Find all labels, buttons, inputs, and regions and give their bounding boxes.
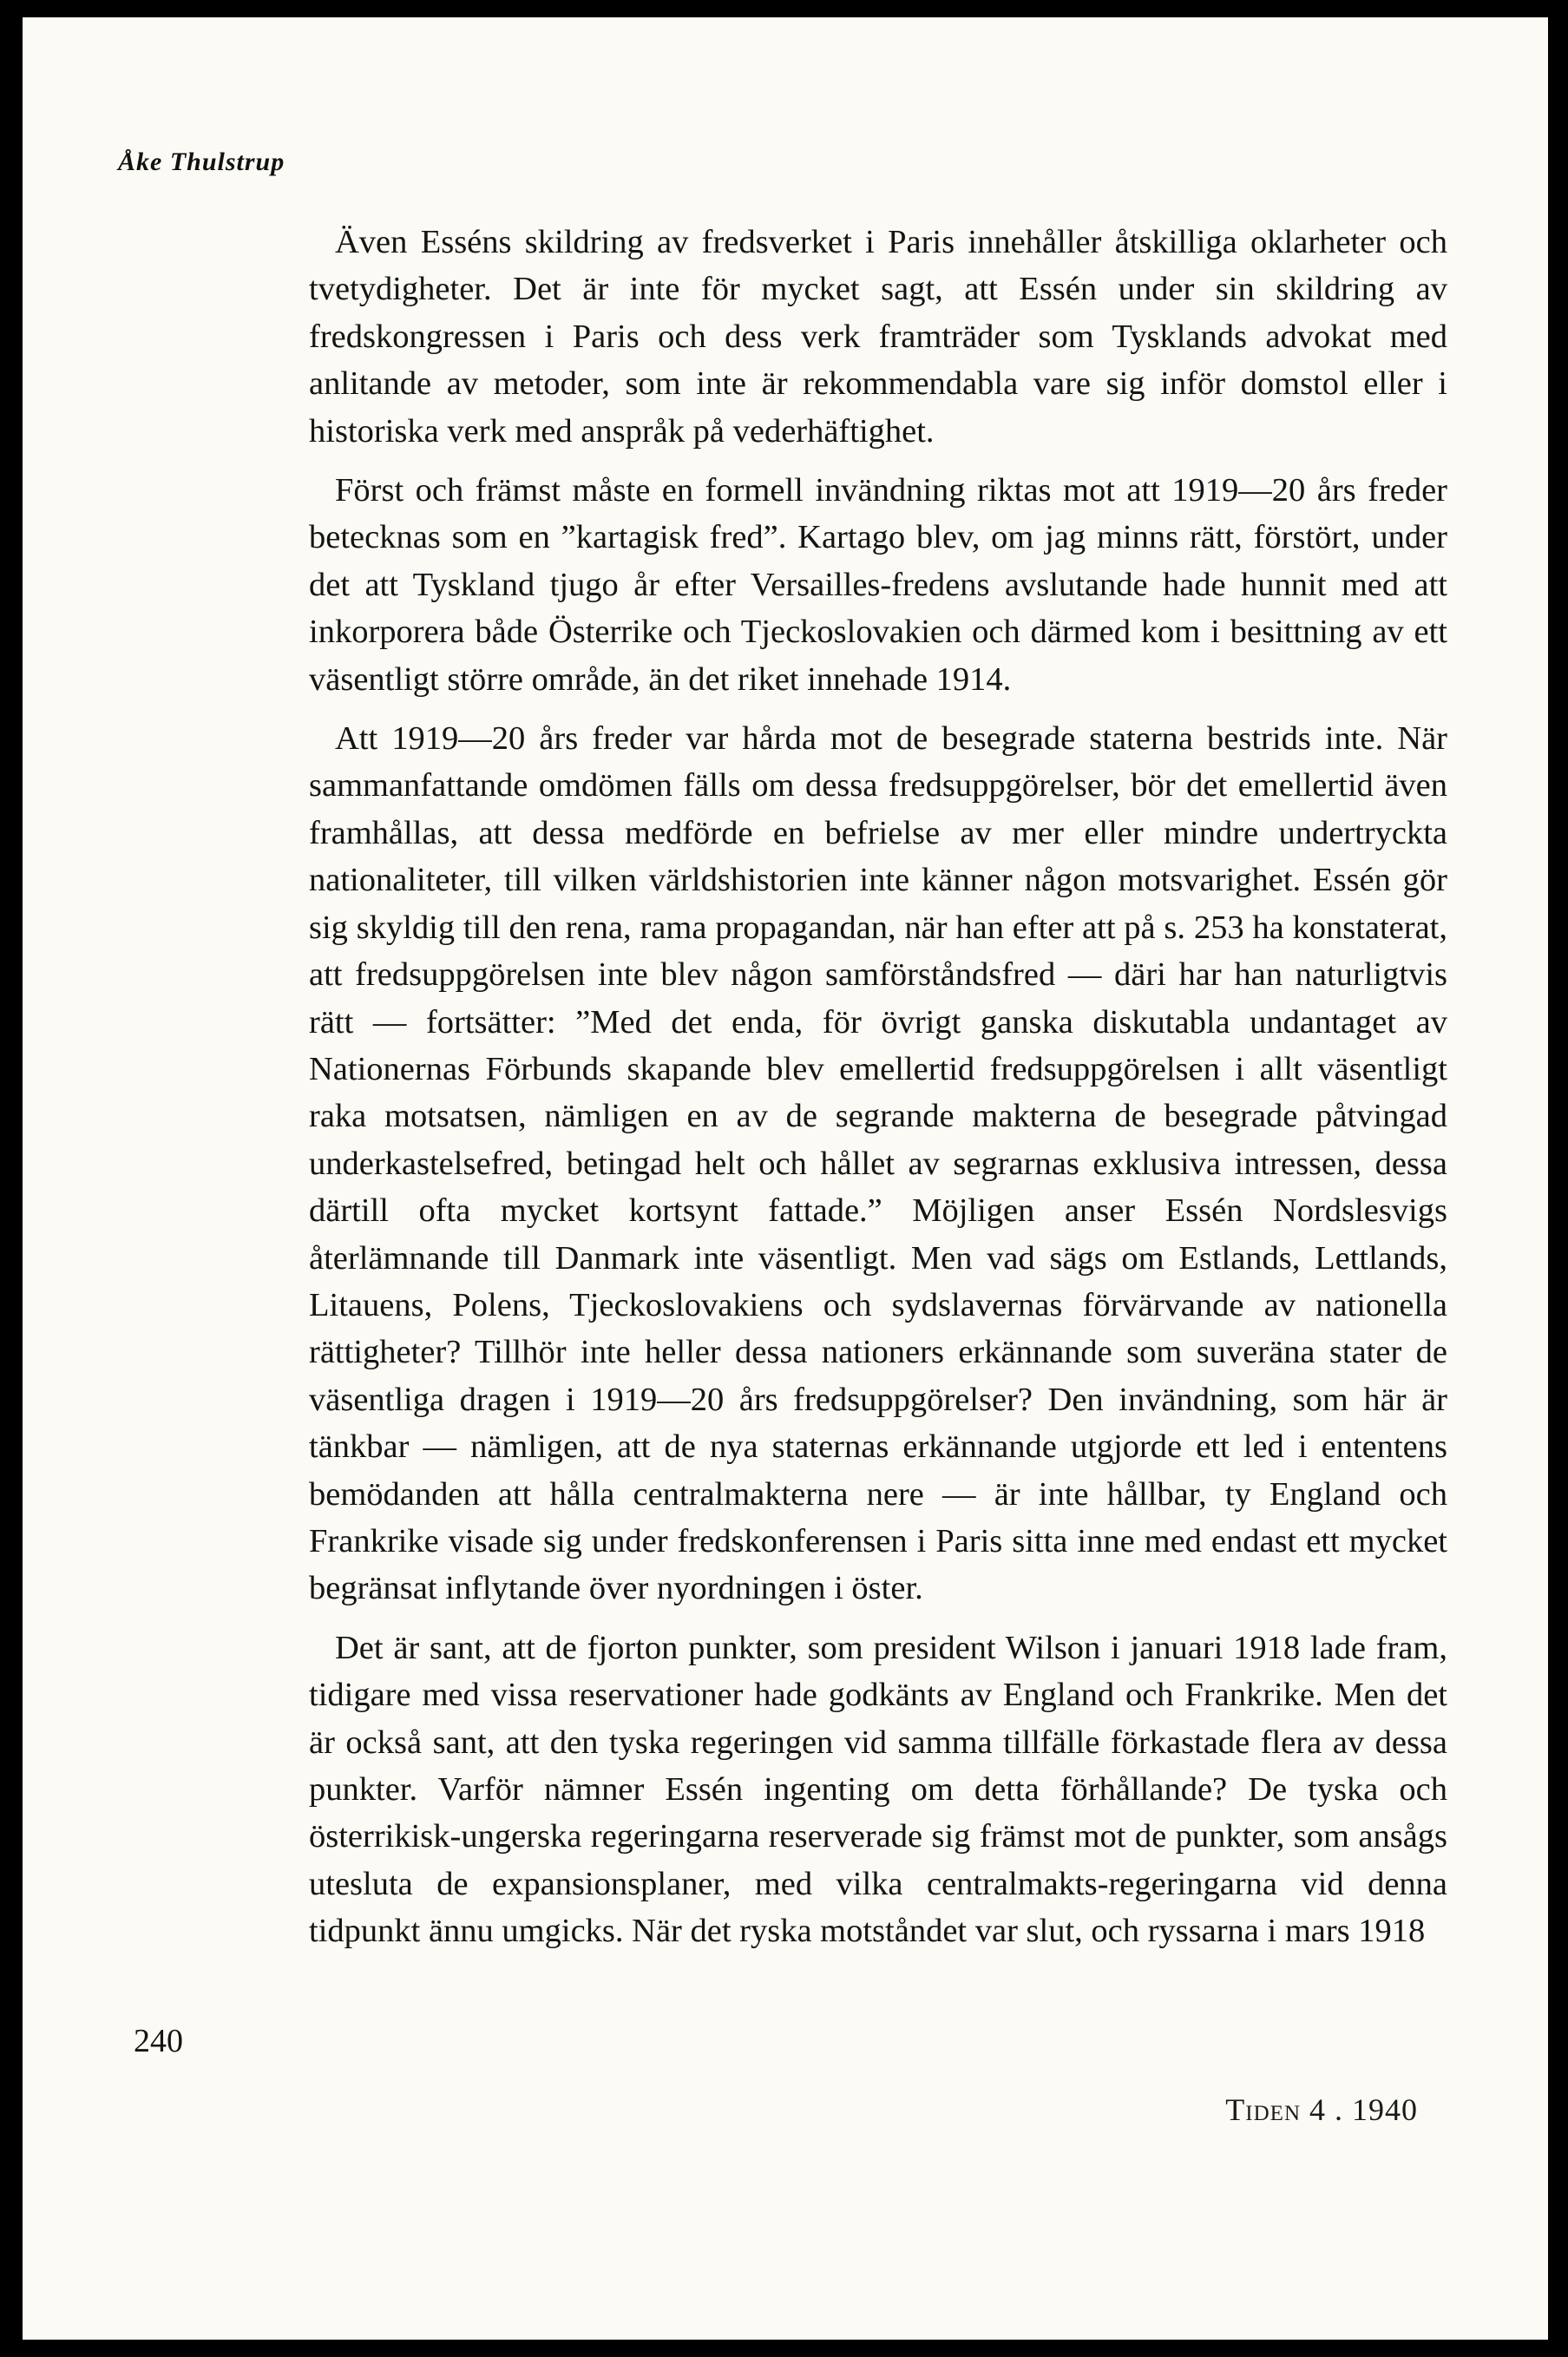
- paragraph-1: Även Esséns skildring av fredsverket i Paris innehåller åtskilliga oklarheter och tvetydigheter. Det är inte för mycket sagt, att Essén under sin skildring av fredskongressen i Paris och dess verk framträder som Tysklands advokat med anlitande av metoder, som inte är rekommendabla vare sig inför domstol eller i historiska verk med anspråk på vederhäftighet.: [309, 224, 1447, 450]
- paragraph-4: Det är sant, att de fjorton punkter, som president Wilson i januari 1918 lade fram, tidigare med vissa reservationer hade godkänts av England och Frankrike. Men det är också sant, att den tyska regeringen vid samma tillfälle förkastade flera av dessa punkter. Varför nämner Essén ingenting om detta förhållande? De tyska och österrikisk-ungerska regeringarna reserverade sig främst mot de punkter, som ansågs utesluta de expansionsplaner, med vilka centralmakts-regeringarna vid denna tidpunkt ännu umgicks. När det ryska motståndet var slut, och ryssarna i mars 1918: [309, 1629, 1447, 1950]
- document-page: [19, 14, 1548, 2340]
- journal-footer: [1225, 2091, 1418, 2128]
- page-number: 240: [134, 2023, 183, 2059]
- journal-issue: 4 . 1940: [1309, 2092, 1418, 2127]
- paragraph-2: Först och främst måste en formell invändning riktas mot att 1919—20 års freder betecknas som en ”kartagisk fred”. Kartago blev, om jag minns rätt, förstört, under det att Tyskland tjugo år efter Versailles-fredens avslutande hade hunnit med att inkorporera både Österrike och Tjeckoslovakien och därmed kom i besittning av ett väsentligt större område, än det riket innehade 1914.: [309, 472, 1447, 698]
- journal-name: Tiden: [1225, 2092, 1301, 2127]
- paragraph-3: Att 1919—20 års freder var hårda mot de besegrade staterna bestrids inte. När sammanfattande omdömen fälls om dessa fredsuppgörelser, bör det emellertid även framhållas, att dessa medförde en befrielse av mer eller mindre undertryckta nationaliteter, till vilken världshistorien inte känner någon motsvarighet. Essén gör sig skyldig till den rena, rama propagandan, när han efter att på s. 253 ha konstaterat, att fredsuppgörelsen inte blev någon samförståndsfred — däri har han naturligtvis rätt — fortsätter: ”Med det enda, för övrigt ganska diskutabla undantaget av Nationernas Förbunds skapande blev emellertid fredsuppgörelsen i allt väsentligt raka motsatsen, nämligen en av de segrande makterna de besegrade påtvingad underkastelsefred, betingad helt och hållet av segrarnas exklusiva intressen, dessa därtill ofta mycket kortsynt fattade.” Möjligen anser Essén Nordslesvigs återlämnande till Danmark inte väsentligt. Men vad sägs om Estlands, Lettlands, Litauens, Polens, Tjeckoslovakiens och sydslavernas förvärvande av nationella rättigheter? Tillhör inte heller dessa nationers erkännande som suveräna stater de väsentliga dragen i 1919—20 års fredsuppgörelser? Den invändning, som här är tänkbar — nämligen, att de nya staternas erkännande utgjorde ett led i ententens bemödanden att hålla centralmakterna nere — är inte hållbar, ty England och Frankrike visade sig under fredskonferensen i Paris sitta inne med endast ett mycket begränsat inflytande över nyordningen i öster.: [309, 720, 1447, 1607]
- running-head-author: Åke Thulstrup: [118, 148, 285, 176]
- article-body: [309, 219, 1447, 1955]
